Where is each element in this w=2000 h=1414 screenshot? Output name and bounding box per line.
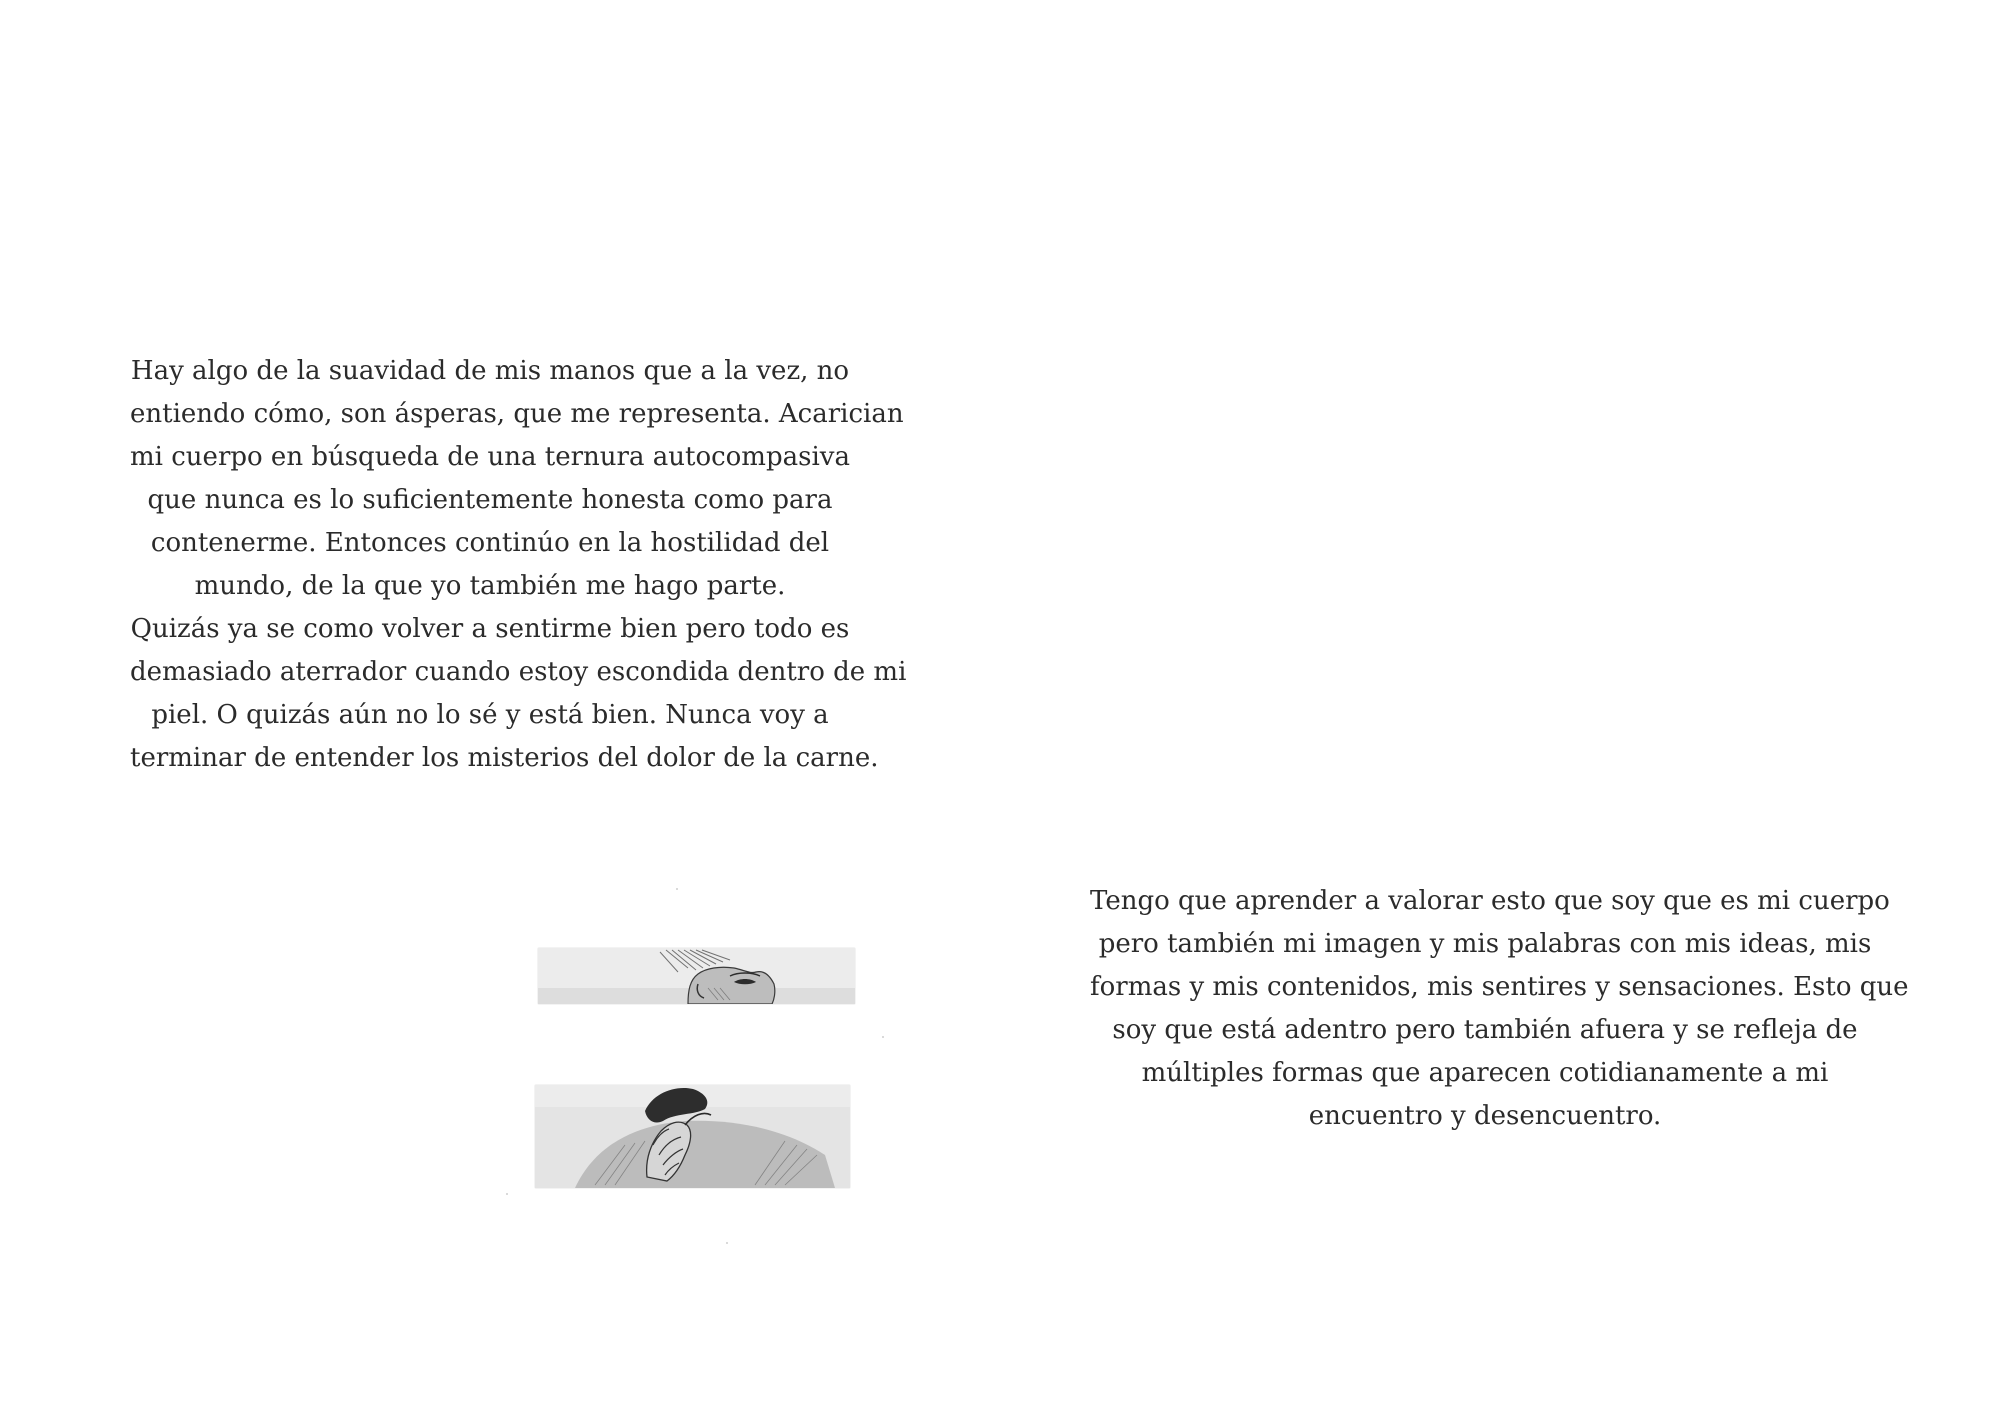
text-line: Quizás ya se como volver a sentirme bien pero todo es: [130, 614, 850, 644]
text-line: terminar de entender los misterios del dolor de la carne.: [130, 743, 879, 773]
face-collage-strip: [538, 948, 855, 1004]
text-line: Tengo que aprender a valorar esto que soy que es mi cuerpo: [1090, 886, 1890, 916]
paper-speck: [882, 1036, 884, 1038]
face-drawing-icon: [538, 948, 855, 1004]
hand-drawing-icon: [535, 1085, 850, 1188]
text-line: encuentro y desencuentro.: [1308, 1101, 1662, 1131]
text-line: entiendo cómo, son ásperas, que me representa. Acarician: [130, 399, 904, 429]
text-line: Hay algo de la suavidad de mis manos que a la vez, no: [130, 356, 850, 386]
text-line: pero también mi imagen y mis palabras con mis ideas, mis: [1098, 929, 1872, 959]
paper-speck: [676, 888, 678, 890]
paper-speck: [506, 1193, 508, 1195]
right-page: [1000, 0, 2000, 1414]
text-line: piel. O quizás aún no lo sé y está bien. Nunca voy a: [151, 700, 829, 730]
text-line: que nunca es lo suficientemente honesta como para: [147, 485, 833, 515]
text-line: mundo, de la que yo también me hago parte.: [194, 571, 786, 601]
left-paragraph: [130, 350, 907, 780]
text-line: soy que está adentro pero también afuera y se refleja de: [1112, 1015, 1858, 1045]
paper-speck: [726, 1242, 728, 1244]
text-line: demasiado aterrador cuando estoy escondida dentro de mi: [130, 657, 907, 687]
text-line: múltiples formas que aparecen cotidianamente a mi: [1141, 1058, 1829, 1088]
right-paragraph: [1090, 880, 1909, 1138]
hand-collage-strip: [535, 1085, 850, 1188]
text-line: contenerme. Entonces continúo en la hostilidad del: [150, 528, 830, 558]
text-line: formas y mis contenidos, mis sentires y sensaciones. Esto que: [1090, 972, 1909, 1002]
text-line: mi cuerpo en búsqueda de una ternura autocompasiva: [130, 442, 850, 472]
